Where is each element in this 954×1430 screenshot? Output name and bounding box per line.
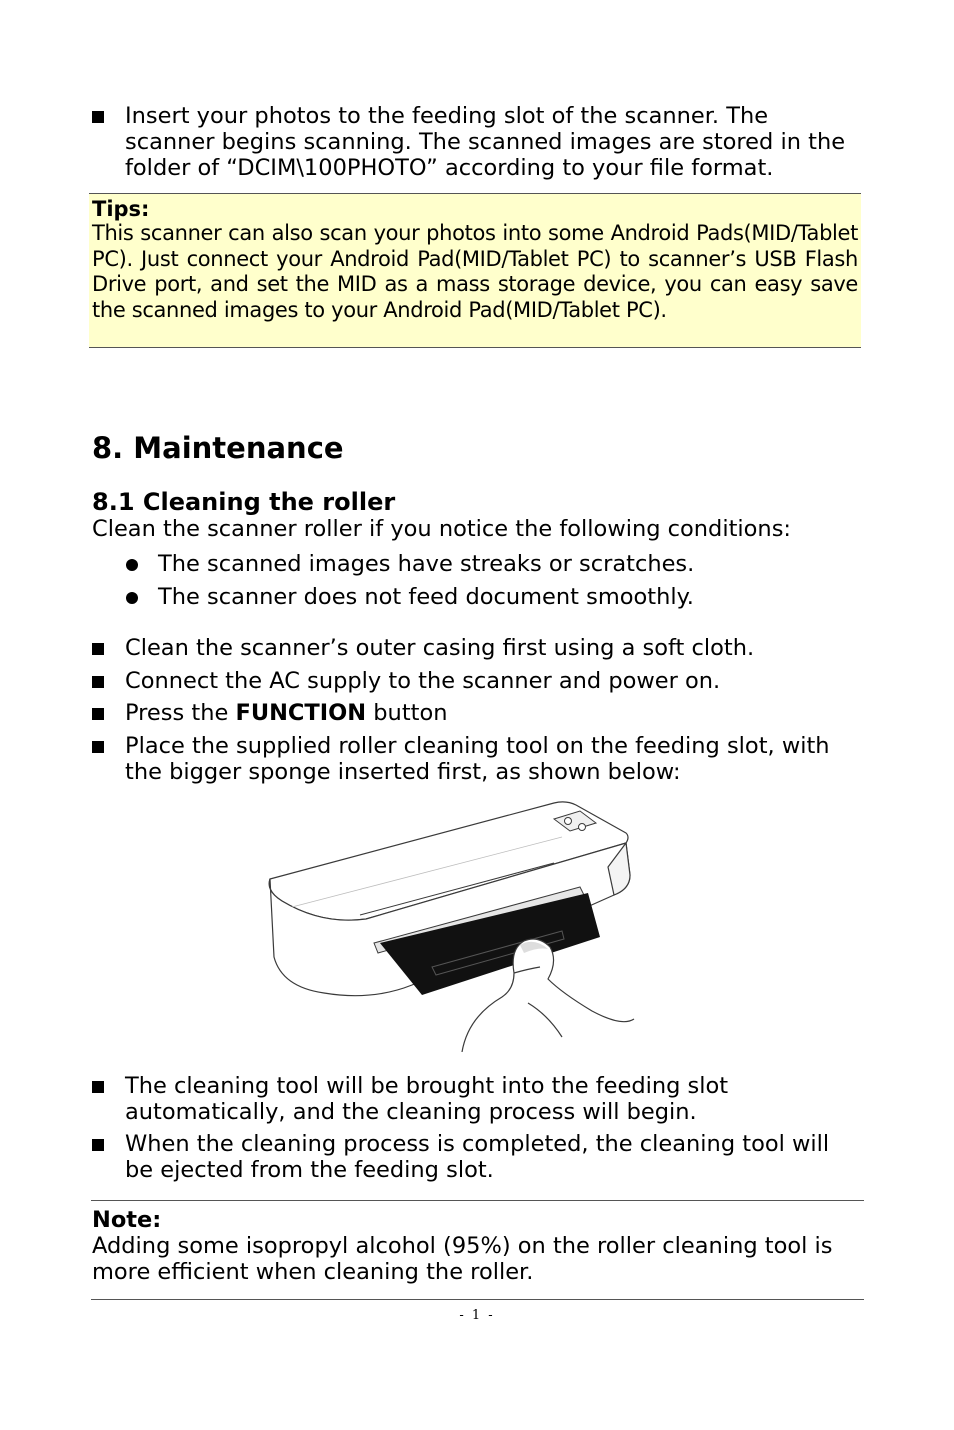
square-bullet-icon xyxy=(92,741,104,753)
round-bullet-icon xyxy=(126,592,138,604)
bullet-text: Insert your photos to the feeding slot of the scanner. The scanner begins scanning. The scanned images are stored in the folder of “DCIM\100PHOTO” according to your file format. xyxy=(125,103,846,181)
tips-box xyxy=(89,193,861,348)
square-bullet-icon xyxy=(92,1139,104,1151)
square-bullet-icon xyxy=(92,676,104,688)
step-clean-casing xyxy=(92,635,862,661)
step-text: The cleaning tool will be brought into the feeding slot automatically, and the cleaning process will begin. xyxy=(125,1073,729,1125)
step-press-function xyxy=(92,700,862,726)
step-brought-in xyxy=(92,1073,862,1125)
note-body: Adding some isopropyl alcohol (95%) on the roller cleaning tool is more efficient when cleaning the roller. xyxy=(92,1233,833,1285)
condition-item xyxy=(126,551,694,578)
intro-text: Clean the scanner roller if you notice the following conditions: xyxy=(92,516,791,542)
note-heading: Note: xyxy=(92,1207,162,1233)
square-bullet-icon xyxy=(92,708,104,720)
tips-body: This scanner can also scan your photos into some Android Pads(MID/Tablet PC). Just connect your Android Pad(MID/Tablet PC) to scanner’s USB Flash Drive port, and set the MID as a mass storage device, you can easy save the scanned images to your Android Pad(MID/Tablet PC). xyxy=(92,221,858,322)
square-bullet-icon xyxy=(92,643,104,655)
condition-item xyxy=(126,584,694,611)
step-ejected xyxy=(92,1131,862,1183)
step-connect-ac xyxy=(92,668,862,694)
round-bullet-icon xyxy=(126,559,138,571)
condition-text: The scanner does not feed document smoothly. xyxy=(158,584,694,610)
step-text xyxy=(125,700,862,726)
condition-text: The scanned images have streaks or scratches. xyxy=(158,551,695,577)
press-suffix: button xyxy=(366,700,448,726)
square-bullet-icon xyxy=(92,1081,104,1093)
step-text: Place the supplied roller cleaning tool on the feeding slot, with the bigger sponge inserted first, as shown below: xyxy=(125,733,830,785)
square-bullet-icon xyxy=(92,111,104,123)
step-place-tool xyxy=(92,733,862,785)
section-title: 8. Maintenance xyxy=(92,431,344,465)
note-top-divider xyxy=(91,1200,864,1201)
subsection-title: 8.1 Cleaning the roller xyxy=(92,488,396,516)
function-keyword: FUNCTION xyxy=(235,700,367,726)
step-text: Connect the AC supply to the scanner and power on. xyxy=(125,668,721,694)
press-prefix: Press the xyxy=(125,700,236,726)
tips-heading: Tips: xyxy=(92,197,150,221)
note-bottom-divider xyxy=(91,1299,864,1300)
bullet-insert-photos xyxy=(92,103,862,181)
step-text: Clean the scanner’s outer casing first using a soft cloth. xyxy=(125,635,755,661)
scanner-cleaning-illustration xyxy=(262,797,640,1052)
step-text: When the cleaning process is completed, the cleaning tool will be ejected from the feeding slot. xyxy=(125,1131,830,1183)
page-number: - 1 - xyxy=(459,1308,495,1323)
